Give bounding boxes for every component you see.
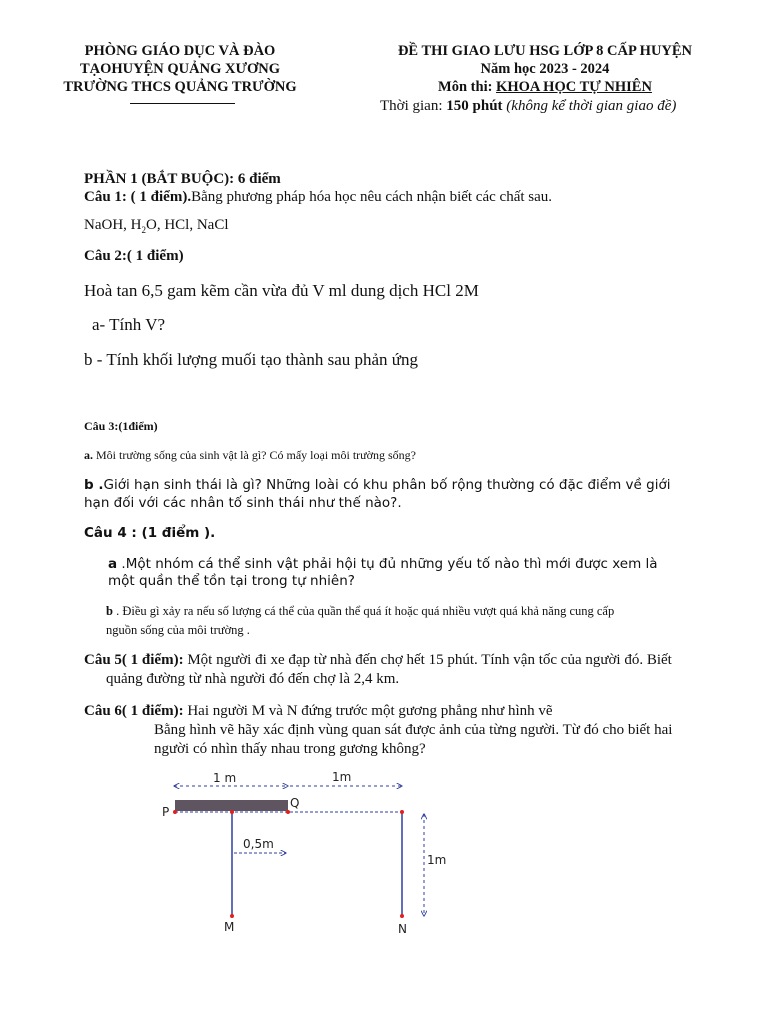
question-1 bbox=[84, 189, 552, 206]
school-year: Năm học 2023 - 2024 bbox=[480, 61, 610, 77]
subject-line bbox=[365, 79, 725, 96]
time-value: 150 phút bbox=[446, 98, 503, 114]
q4-part-a-line1 bbox=[108, 556, 658, 572]
q6-line1 bbox=[84, 703, 553, 720]
mirror bbox=[175, 800, 288, 811]
q1-text: Bằng phương pháp hóa học nêu cách nhận biết các chất sau. bbox=[191, 189, 553, 205]
district-line: TẠOHUYỆN QUẢNG XƯƠNG bbox=[79, 61, 281, 77]
q3-a-text: Môi trường sống của sinh vật là gì? Có mấy loại môi trường sống? bbox=[93, 448, 416, 462]
point-n bbox=[400, 914, 404, 918]
q4-part-b-line1 bbox=[106, 604, 614, 619]
time-label: Thời gian: bbox=[380, 98, 447, 114]
q6-text: Hai người M và N đứng trước một gương phẳng như hình vẽ bbox=[183, 703, 553, 719]
header-left bbox=[40, 43, 320, 96]
header-left-underline bbox=[130, 103, 235, 104]
q1-chemicals bbox=[84, 217, 229, 235]
q5-line2: quảng đường từ nhà người đó đến chợ là 2,4 km. bbox=[106, 671, 400, 687]
q5-text: Một người đi xe đạp từ nhà đến chợ hết 15 phút. Tính vận tốc của người đó. Biết bbox=[183, 652, 672, 668]
label-q: Q bbox=[290, 796, 300, 810]
point-n-top bbox=[400, 810, 404, 814]
q2-part-b: b - Tính khối lượng muối tạo thành sau phản ứng bbox=[84, 350, 419, 369]
header-right bbox=[365, 43, 725, 96]
q1-label: Câu 1: ( 1 điểm). bbox=[84, 189, 192, 205]
q5-line1 bbox=[84, 652, 672, 669]
q4-b-label: b bbox=[106, 604, 113, 618]
point-m-top bbox=[230, 810, 234, 814]
q6-label: Câu 6( 1 điểm): bbox=[84, 703, 184, 719]
q3-part-b-line1 bbox=[84, 477, 670, 493]
time-note: (không kể thời gian giao đề) bbox=[506, 98, 677, 114]
label-p: P bbox=[162, 805, 170, 819]
dim-label-offset: 0,5m bbox=[243, 837, 274, 851]
q4-a-label: a bbox=[108, 556, 118, 572]
q3-a-label: a. bbox=[84, 448, 93, 462]
chem-part-2: O, HCl, NaCl bbox=[146, 217, 229, 233]
point-p bbox=[173, 810, 177, 814]
mirror-figure bbox=[150, 760, 450, 940]
q3-part-b-line2: hạn đối với các nhân tố sinh thái như thế nào?. bbox=[84, 495, 402, 511]
label-n: N bbox=[398, 922, 407, 936]
chem-part-1: NaOH, H bbox=[84, 217, 142, 233]
q3-b-text: Giới hạn sinh thái là gì? Những loài có khu phân bố rộng thường có đặc điểm về giới bbox=[103, 477, 671, 493]
q2-part-a: a- Tính V? bbox=[92, 315, 166, 334]
q4-part-b-line2: nguồn sống của môi trường . bbox=[106, 623, 250, 637]
q2-label: Câu 2:( 1 điểm) bbox=[84, 248, 184, 264]
subject-name: KHOA HỌC TỰ NHIÊN bbox=[496, 79, 652, 95]
q2-text: Hoà tan 6,5 gam kẽm cần vừa đủ V ml dung dịch HCl 2M bbox=[84, 281, 479, 300]
point-q bbox=[286, 810, 290, 814]
q4-b-text: . Điều gì xảy ra nếu số lượng cá thể của quần thể quá ít hoặc quá nhiều vượt quá khả năng cung cấp bbox=[112, 604, 615, 618]
dim-label-height: 1m bbox=[427, 853, 447, 867]
point-m bbox=[230, 914, 234, 918]
q3-label: Câu 3:(1điểm) bbox=[84, 419, 158, 433]
time-line bbox=[380, 98, 676, 115]
q5-label: Câu 5( 1 điểm): bbox=[84, 652, 184, 668]
department-line: PHÒNG GIÁO DỤC VÀ ĐÀO bbox=[84, 43, 276, 59]
exam-title: ĐỀ THI GIAO LƯU HSG LỚP 8 CẤP HUYỆN bbox=[397, 43, 693, 59]
part1-heading: PHẦN 1 (BẮT BUỘC): 6 điểm bbox=[84, 171, 281, 187]
q4-a-text: .Một nhóm cá thể sinh vật phải hội tụ đủ những yếu tố nào thì mới được xem là bbox=[117, 556, 658, 572]
label-m: M bbox=[224, 920, 235, 934]
q3-b-label: b . bbox=[84, 477, 104, 493]
subject-label: Môn thi: bbox=[438, 79, 497, 95]
q3-part-a bbox=[84, 448, 416, 463]
dim-label-qn: 1m bbox=[332, 770, 352, 784]
q6-line2: Bằng hình vẽ hãy xác định vùng quan sát được ảnh của từng người. Từ đó cho biết hai bbox=[154, 722, 673, 738]
school-line: TRƯỜNG THCS QUẢNG TRƯỜNG bbox=[63, 79, 297, 95]
q6-line3: người có nhìn thấy nhau trong gương không? bbox=[154, 741, 426, 757]
chem-subscript: 2 bbox=[141, 225, 146, 235]
q4-part-a-line2: một quần thể tồn tại trong tự nhiên? bbox=[108, 573, 355, 589]
dim-label-pq: 1 m bbox=[213, 771, 237, 785]
q4-label: Câu 4 : (1 điểm ). bbox=[84, 525, 216, 541]
